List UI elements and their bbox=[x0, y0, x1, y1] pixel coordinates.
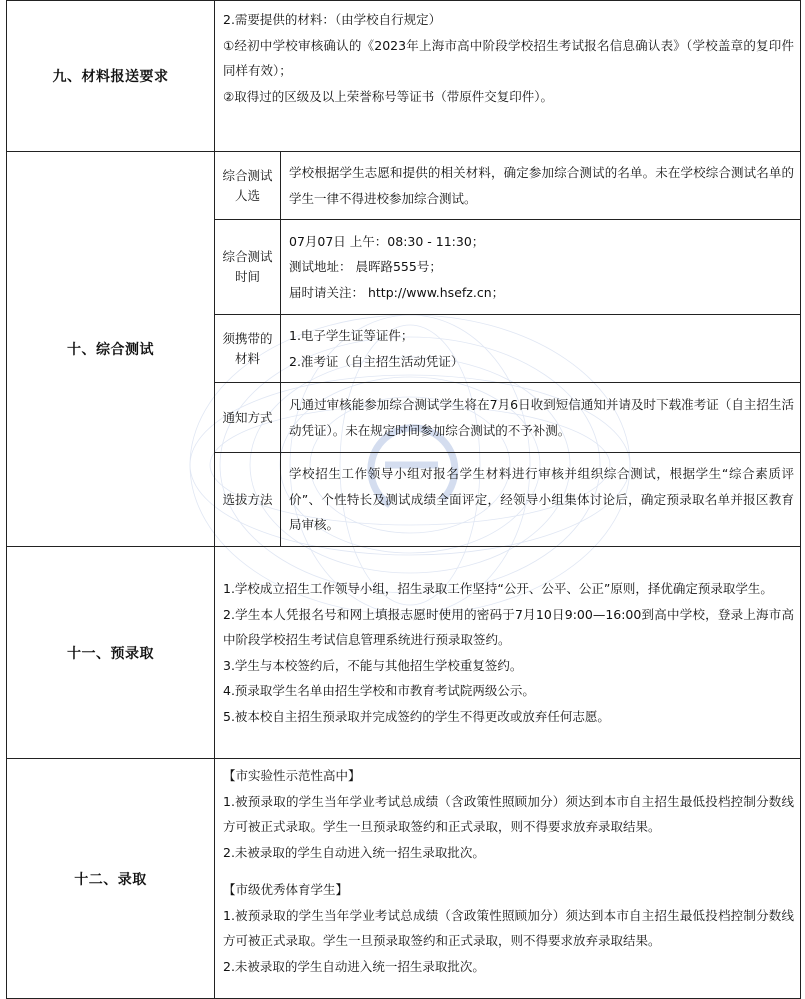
notification-label: 通知方式 bbox=[215, 383, 281, 453]
test-time-label: 综合测试时间 bbox=[215, 220, 281, 315]
section-11-row bbox=[7, 547, 801, 759]
section-12-line: 1.被预录取的学生当年学业考试总成绩（含政策性照顾加分）须达到本市自主招生最低投档控制分数线方可被正式录取。学生一旦预录取签约和正式录取，则不得要求放弃录取结果。 bbox=[223, 907, 794, 948]
section-10-title: 十、综合测试 bbox=[7, 152, 215, 547]
test-time-text: 07月07日 上午：08:30 - 11:30； 测试地址： 晨晖路555号； 届时请关注： http://www.hsefz.cn； bbox=[281, 220, 801, 315]
section-11-line: 1.学校成立招生工作领导小组，招生录取工作坚持“公开、公平、公正”原则，择优确定预录取学生。 bbox=[223, 581, 773, 596]
section-12-line: 2.未被录取的学生自动进入统一招生录取批次。 bbox=[223, 958, 485, 974]
section-11-line: 3.学生与本校签约后，不能与其他招生学校重复签约。 bbox=[223, 657, 523, 673]
section-9-row bbox=[7, 1, 801, 152]
section-9-line: ①经初中学校审核确认的《2023年上海市高中阶段学校招生考试报名信息确认表》（学校盖章的复印件同样有效）； bbox=[223, 37, 794, 78]
selection-text: 学校招生工作领导小组对报名学生材料进行审核并组织综合测试，根据学生“综合素质评价”、个性特长及测试成绩全面评定，经领导小组集体讨论后，确定预录取名单并报区教育局审核。 bbox=[281, 453, 801, 547]
section-9-line: ②取得过的区级及以上荣誉称号等证书（带原件交复印件）。 bbox=[223, 88, 553, 104]
section-11-line: 4.预录取学生名单由招生学校和市教育考试院两级公示。 bbox=[223, 683, 535, 698]
section-11-line: 2.学生本人凭报名号和网上填报志愿时使用的密码于7月10日9:00—16:00到高中学校，登录上海市高中阶段学校招生考试信息管理系统进行预录取签约。 bbox=[223, 606, 794, 647]
section-12-content bbox=[215, 759, 801, 999]
materials-label: 须携带的材料 bbox=[215, 315, 281, 383]
section-12-line: 2.未被录取的学生自动进入统一招生录取批次。 bbox=[223, 844, 485, 860]
section-11-content bbox=[215, 547, 801, 759]
section-12-row bbox=[7, 759, 801, 999]
section-12-line: 1.被预录取的学生当年学业考试总成绩（含政策性照顾加分）须达到本市自主招生最低投档控制分数线方可被正式录取。学生一旦预录取签约和正式录取，则不得要求放弃录取结果。 bbox=[223, 793, 794, 834]
section-12-title: 十二、录取 bbox=[7, 759, 215, 999]
materials-text: 1.电子学生证等证件； 2.准考证（自主招生活动凭证） bbox=[281, 315, 801, 383]
section-9-title: 九、材料报送要求 bbox=[7, 1, 215, 152]
section-12-heading: 【市级优秀体育学生】 bbox=[223, 882, 349, 897]
notification-text: 凡通过审核能参加综合测试学生将在7月6日收到短信通知并请及时下载准考证（自主招生活动凭证）。未在规定时间参加综合测试的不予补测。 bbox=[281, 383, 801, 453]
enrollment-table bbox=[6, 0, 801, 999]
section-12-heading: 【市实验性示范性高中】 bbox=[223, 768, 361, 783]
section-9-line: 2.需要提供的材料：（由学校自行规定） bbox=[223, 12, 442, 27]
test-candidates-label: 综合测试人选 bbox=[215, 152, 281, 220]
section-10-row bbox=[7, 152, 801, 220]
section-11-line: 5.被本校自主招生预录取并完成签约的学生不得更改或放弃任何志愿。 bbox=[223, 708, 610, 724]
section-11-title: 十一、预录取 bbox=[7, 547, 215, 759]
test-candidates-text: 学校根据学生志愿和提供的相关材料，确定参加综合测试的名单。未在学校综合测试名单的学生一律不得进校参加综合测试。 bbox=[281, 152, 801, 220]
section-9-content bbox=[215, 1, 801, 152]
selection-label: 选拔方法 bbox=[215, 453, 281, 547]
